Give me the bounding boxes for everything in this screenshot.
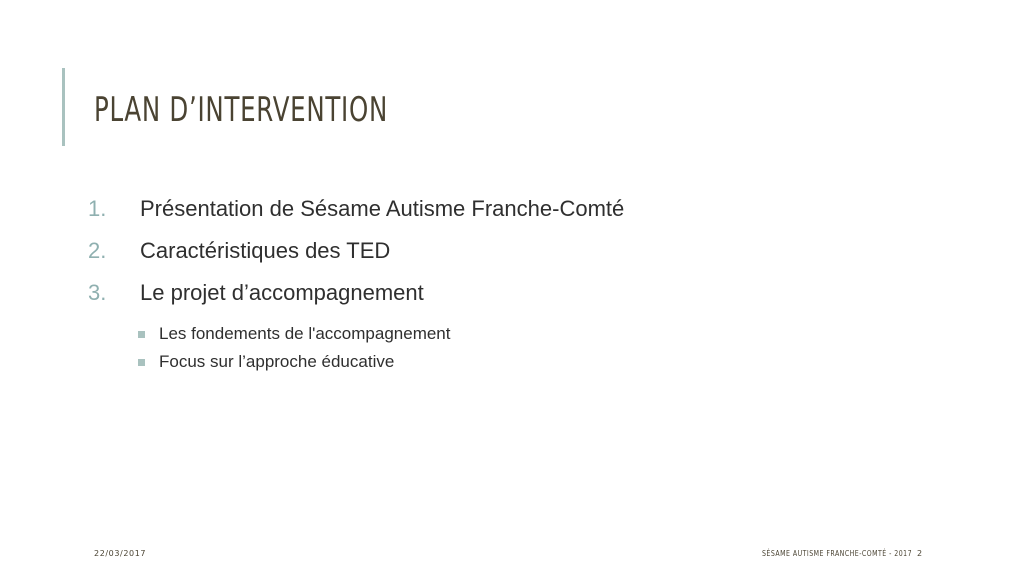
footer-organization: SÉSAME AUTISME FRANCHE-COMTÉ - 2017: [762, 549, 913, 558]
outline-subitem-label: Focus sur l’approche éducative: [159, 352, 395, 371]
footer-date: 22/03/2017: [94, 549, 147, 558]
outline-number: 2.: [88, 238, 107, 263]
outline-item-1: [88, 194, 948, 224]
title-accent-bar: [62, 68, 65, 146]
outline-number: 1.: [88, 196, 107, 221]
outline-list: [88, 194, 948, 376]
outline-sublist: [88, 320, 948, 376]
outline-subitem-1: [136, 320, 948, 348]
outline-number: 3.: [88, 280, 107, 305]
square-bullet-icon: [138, 331, 145, 338]
outline-subitem-2: [136, 348, 948, 376]
square-bullet-icon: [138, 359, 145, 366]
slide-title: PLAN D’INTERVENTION: [94, 90, 389, 130]
outline-label: Caractéristiques des TED: [140, 238, 391, 263]
outline-subitem-label: Les fondements de l'accompagnement: [159, 324, 451, 343]
outline-item-2: [88, 236, 948, 266]
outline-item-3: [88, 278, 948, 308]
footer-page-number: 2: [917, 549, 923, 558]
outline-label: Le projet d’accompagnement: [140, 280, 424, 305]
outline-label: Présentation de Sésame Autisme Franche-Comté: [140, 196, 625, 221]
